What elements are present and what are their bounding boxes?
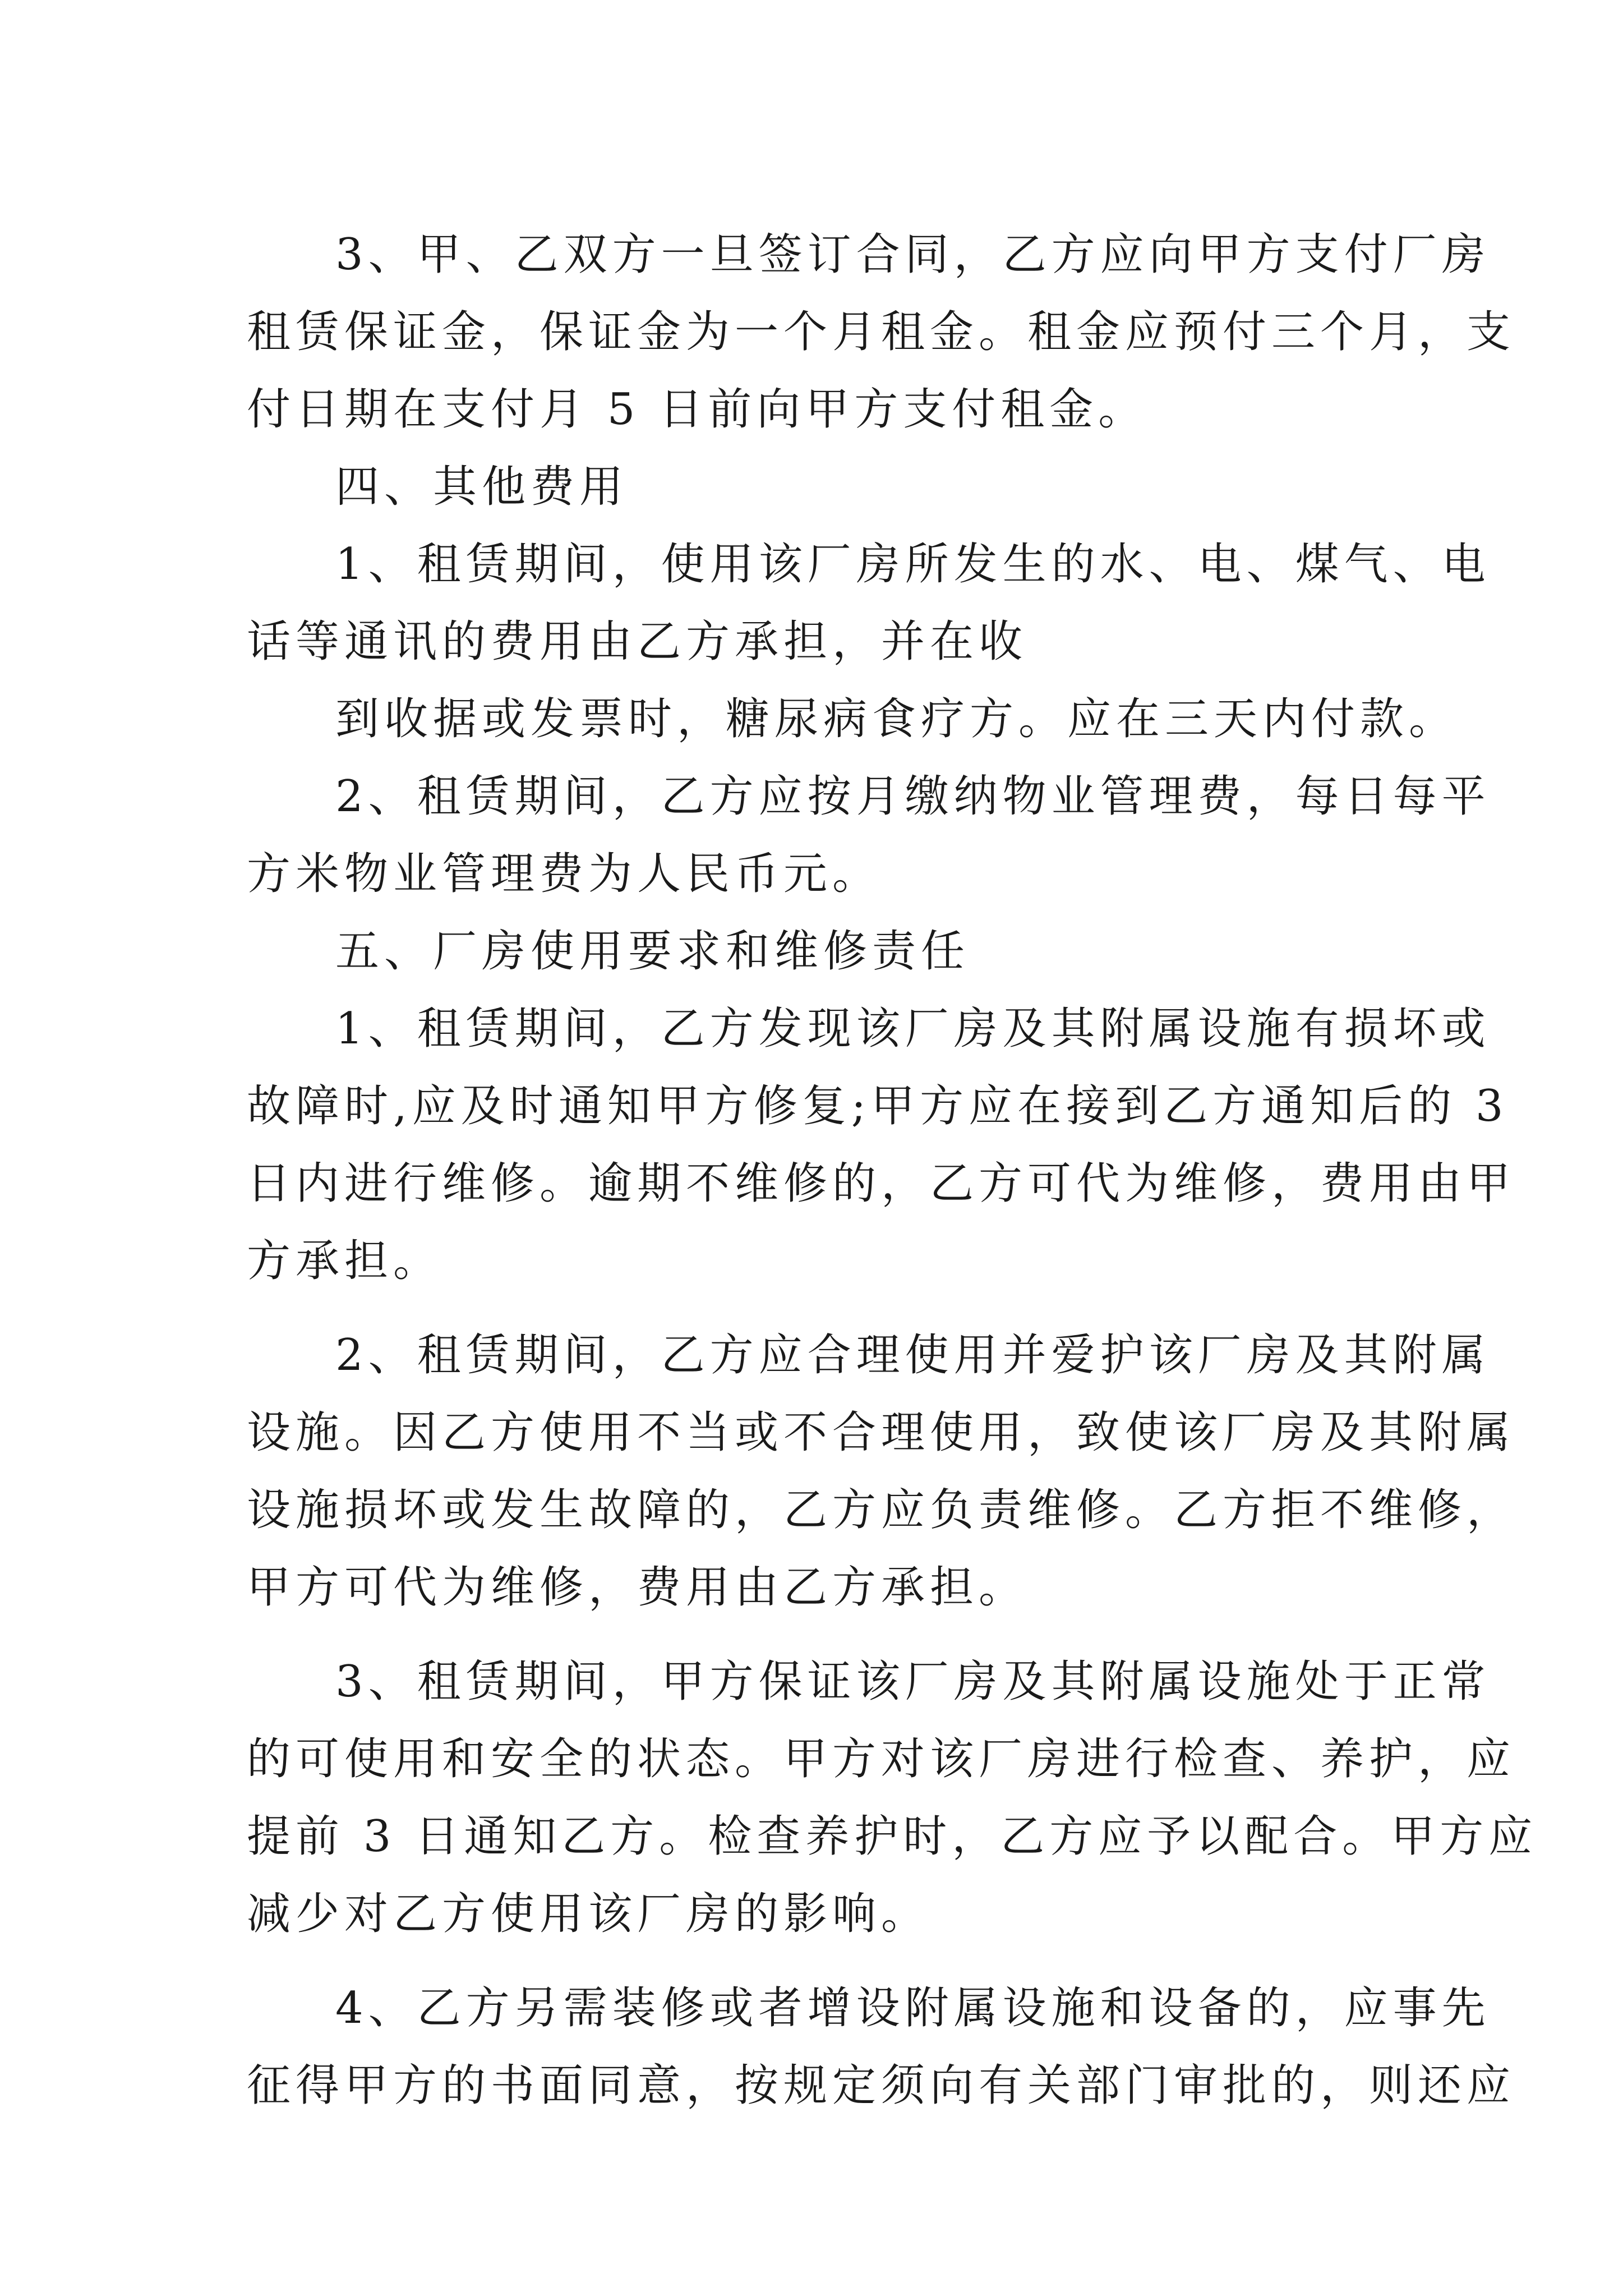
text-line: 提前 3 日通知乙方。检查养护时，乙方应予以配合。甲方应 — [247, 1811, 1538, 1862]
text-line: 付日期在支付月 5 日前向甲方支付租金。 — [247, 384, 1147, 435]
text-line: 甲方可代为维修，费用由乙方承担。 — [247, 1562, 1028, 1613]
document-body — [247, 216, 1538, 2124]
text-line: 2、租赁期间，乙方应合理使用并爱护该厂房及其附属 — [335, 1330, 1491, 1381]
text-line: 五、厂房使用要求和维修责任 — [335, 926, 970, 977]
text-line: 4、乙方另需装修或者增设附属设施和设备的，应事先 — [335, 1983, 1491, 2033]
text-line: 减少对乙方使用该厂房的影响。 — [247, 1889, 930, 1939]
text-line: 方承担。 — [247, 1236, 442, 1286]
text-line: 1、租赁期间，使用该厂房所发生的水、电、煤气、电 — [335, 539, 1491, 590]
text-line: 3、租赁期间，甲方保证该厂房及其附属设施处于正常 — [335, 1657, 1491, 1707]
text-line: 征得甲方的书面同意，按规定须向有关部门审批的，则还应 — [247, 2060, 1516, 2111]
text-line: 的可使用和安全的状态。甲方对该厂房进行检查、养护，应 — [247, 1734, 1516, 1784]
text-line: 设施。因乙方使用不当或不合理使用，致使该厂房及其附属 — [247, 1407, 1516, 1458]
text-line: 租赁保证金，保证金为一个月租金。租金应预付三个月，支 — [247, 307, 1516, 357]
text-line: 方米物业管理费为人民币元。 — [247, 849, 882, 899]
text-line: 日内进行维修。逾期不维修的，乙方可代为维修，费用由甲 — [247, 1158, 1516, 1209]
text-line: 故障时,应及时通知甲方修复;甲方应在接到乙方通知后的 3 — [247, 1081, 1509, 1131]
paragraph-spacer — [247, 1953, 1396, 1970]
text-line: 四、其他费用 — [335, 462, 629, 512]
text-line: 话等通讯的费用由乙方承担，并在收 — [247, 616, 1028, 667]
paragraph-spacer — [247, 1300, 1396, 1317]
text-line: 到收据或发票时，糖尿病食疗方。应在三天内付款。 — [335, 694, 1458, 744]
text-line: 设施损坏或发生故障的，乙方应负责维修。乙方拒不维修， — [247, 1485, 1516, 1535]
text-line: 2、租赁期间，乙方应按月缴纳物业管理费，每日每平 — [335, 771, 1491, 822]
text-line: 3、甲、乙双方一旦签订合同，乙方应向甲方支付厂房 — [335, 229, 1491, 280]
paragraph-spacer — [247, 1626, 1396, 1643]
text-line: 1、租赁期间，乙方发现该厂房及其附属设施有损坏或 — [335, 1004, 1491, 1054]
